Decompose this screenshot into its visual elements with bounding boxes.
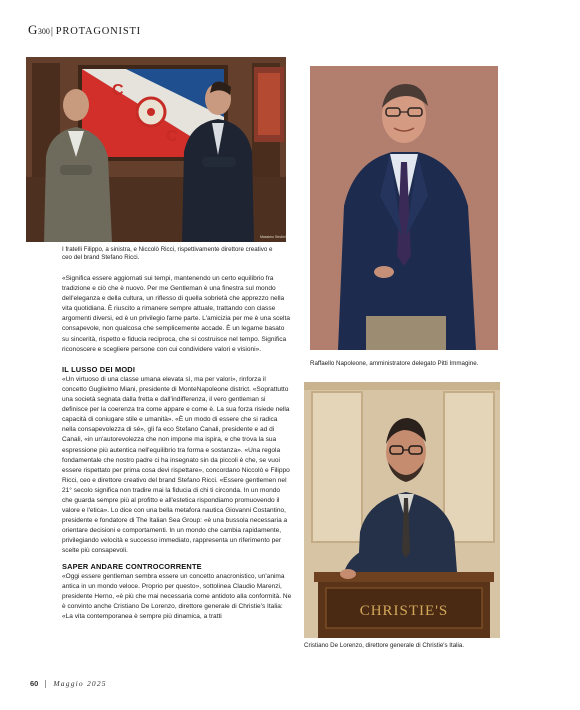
article-paragraph-3: «Oggi essere gentleman sembra essere un concetto anacronistico, un'anima antica in un mondo veloce. Proprio per questo», sottolinea Claudio Marenzi, presidente Herno, «è più che mai necessaria come antidoto alla conformità. Ne è convinto anche Cristiano De Lorenzo, direttore generale di Christie's Italia: «La vita contemporanea è sempre più dinamica, a tratti xyxy=(62,572,292,620)
caption-raffaello-napoleone: Raffaello Napoleone, amministratore delegato Pitti Immagine. xyxy=(310,360,479,367)
section-title: PROTAGONISTI xyxy=(55,26,141,37)
christies-sign-text: CHRISTIE'S xyxy=(359,603,449,619)
article-paragraph-1: «Significa essere aggiornati sui tempi, mantenendo un certo equilibrio fra tradizione e ciò che è nuovo. Per me Gentleman è una finestra sul mondo dell'eleganza e della cultura, un riflesso di quella sobrietà che apprezzo nella vita quotidiana. È riuscito a rimanere sempre attuale, trattando con classe argomenti diversi, ed è un privilegio farne parte. L'amicizia per me è una scelta consapevole, non qualcosa che semplicemente accade. È un legame basato su sincerità, rispetto e fiducia reciproca, che si costruisce nel tempo. Significa riconoscere e scegliere persone con cui condividere valori e visioni». xyxy=(62,275,290,353)
caption-ricci-brothers: I fratelli Filippo, a sinistra, e Niccolò Ricci, rispettivamente direttore creativo e ceo del brand Stefano Ricci. xyxy=(62,246,273,261)
photo-ricci-brothers xyxy=(26,57,286,242)
article-subheading-1: IL LUSSO DEI MODI xyxy=(62,364,136,374)
page-number: 60 xyxy=(30,679,39,688)
magazine-header: G 300 | PROTAGONISTI xyxy=(28,22,141,37)
article-paragraph-2: «Un virtuoso di una classe umana elevata sì, ma per valori», rinforza il concetto Guglielmo Miani, presidente di MonteNapoleone district. «Soprattutto una società segnata dalla fretta e dall'indifferenza, il vero gentleman si definisce per la coerenza tra come appare e come è. La sua forza risiede nella capacità di coniugare stile e umanità». «È un modo di essere che si radica nella consapevolezza di sé», gli fa eco Stefano Canali, presidente e ad di Canali, «in un'autorevolezza che non impone ma ispira, e che trova la sua espressione più autentica nell'equilibrio tra forma e sostanza». «Una regola fondamentale che nostro padre ci ha insegnato sin da piccoli è che, se vuoi essere rispettato per prima cosa devi rispettare», concordano Niccolò e Filippo Ricci, ceo e direttore creativo del brand Stefano Ricci. «Essere gentlemen nel 21° secolo significa non tradire mai la fiducia di chi ti circonda. In un mondo che guarda sempre più al profitto e all'estetica rispondiamo promuovendo il valore e l'etica». Lo dice con una bella metafora nautica Giovanni Costantino, presidente e fondatore di The Italian Sea Group: «è una bussola necessaria a orientare decisioni e comportamenti. In un mondo che cambia rapidamente, privilegiando velocità e successo immediato, rappresenta un riferimento per scelte più consapevoli. xyxy=(62,375,290,555)
brand-issue-number: 300 xyxy=(37,27,50,36)
photo-cristiano-de-lorenzo xyxy=(304,382,500,638)
svg-text:C: C xyxy=(166,128,178,145)
article-subheading-2: SAPER ANDARE CONTROCORRENTE xyxy=(62,561,202,571)
page-footer xyxy=(30,679,107,688)
brand-logo: G xyxy=(28,22,38,37)
footer-divider xyxy=(45,680,46,688)
svg-text:C: C xyxy=(112,82,124,99)
photo-raffaello-napoleone xyxy=(310,66,498,350)
issue-date: Maggio 2025 xyxy=(53,679,107,688)
caption-cristiano-de-lorenzo: Cristiano De Lorenzo, direttore generale di Christie's Italia. xyxy=(304,642,465,649)
photo-credit: Massimo Sestini xyxy=(260,235,286,239)
article-body xyxy=(62,274,292,622)
